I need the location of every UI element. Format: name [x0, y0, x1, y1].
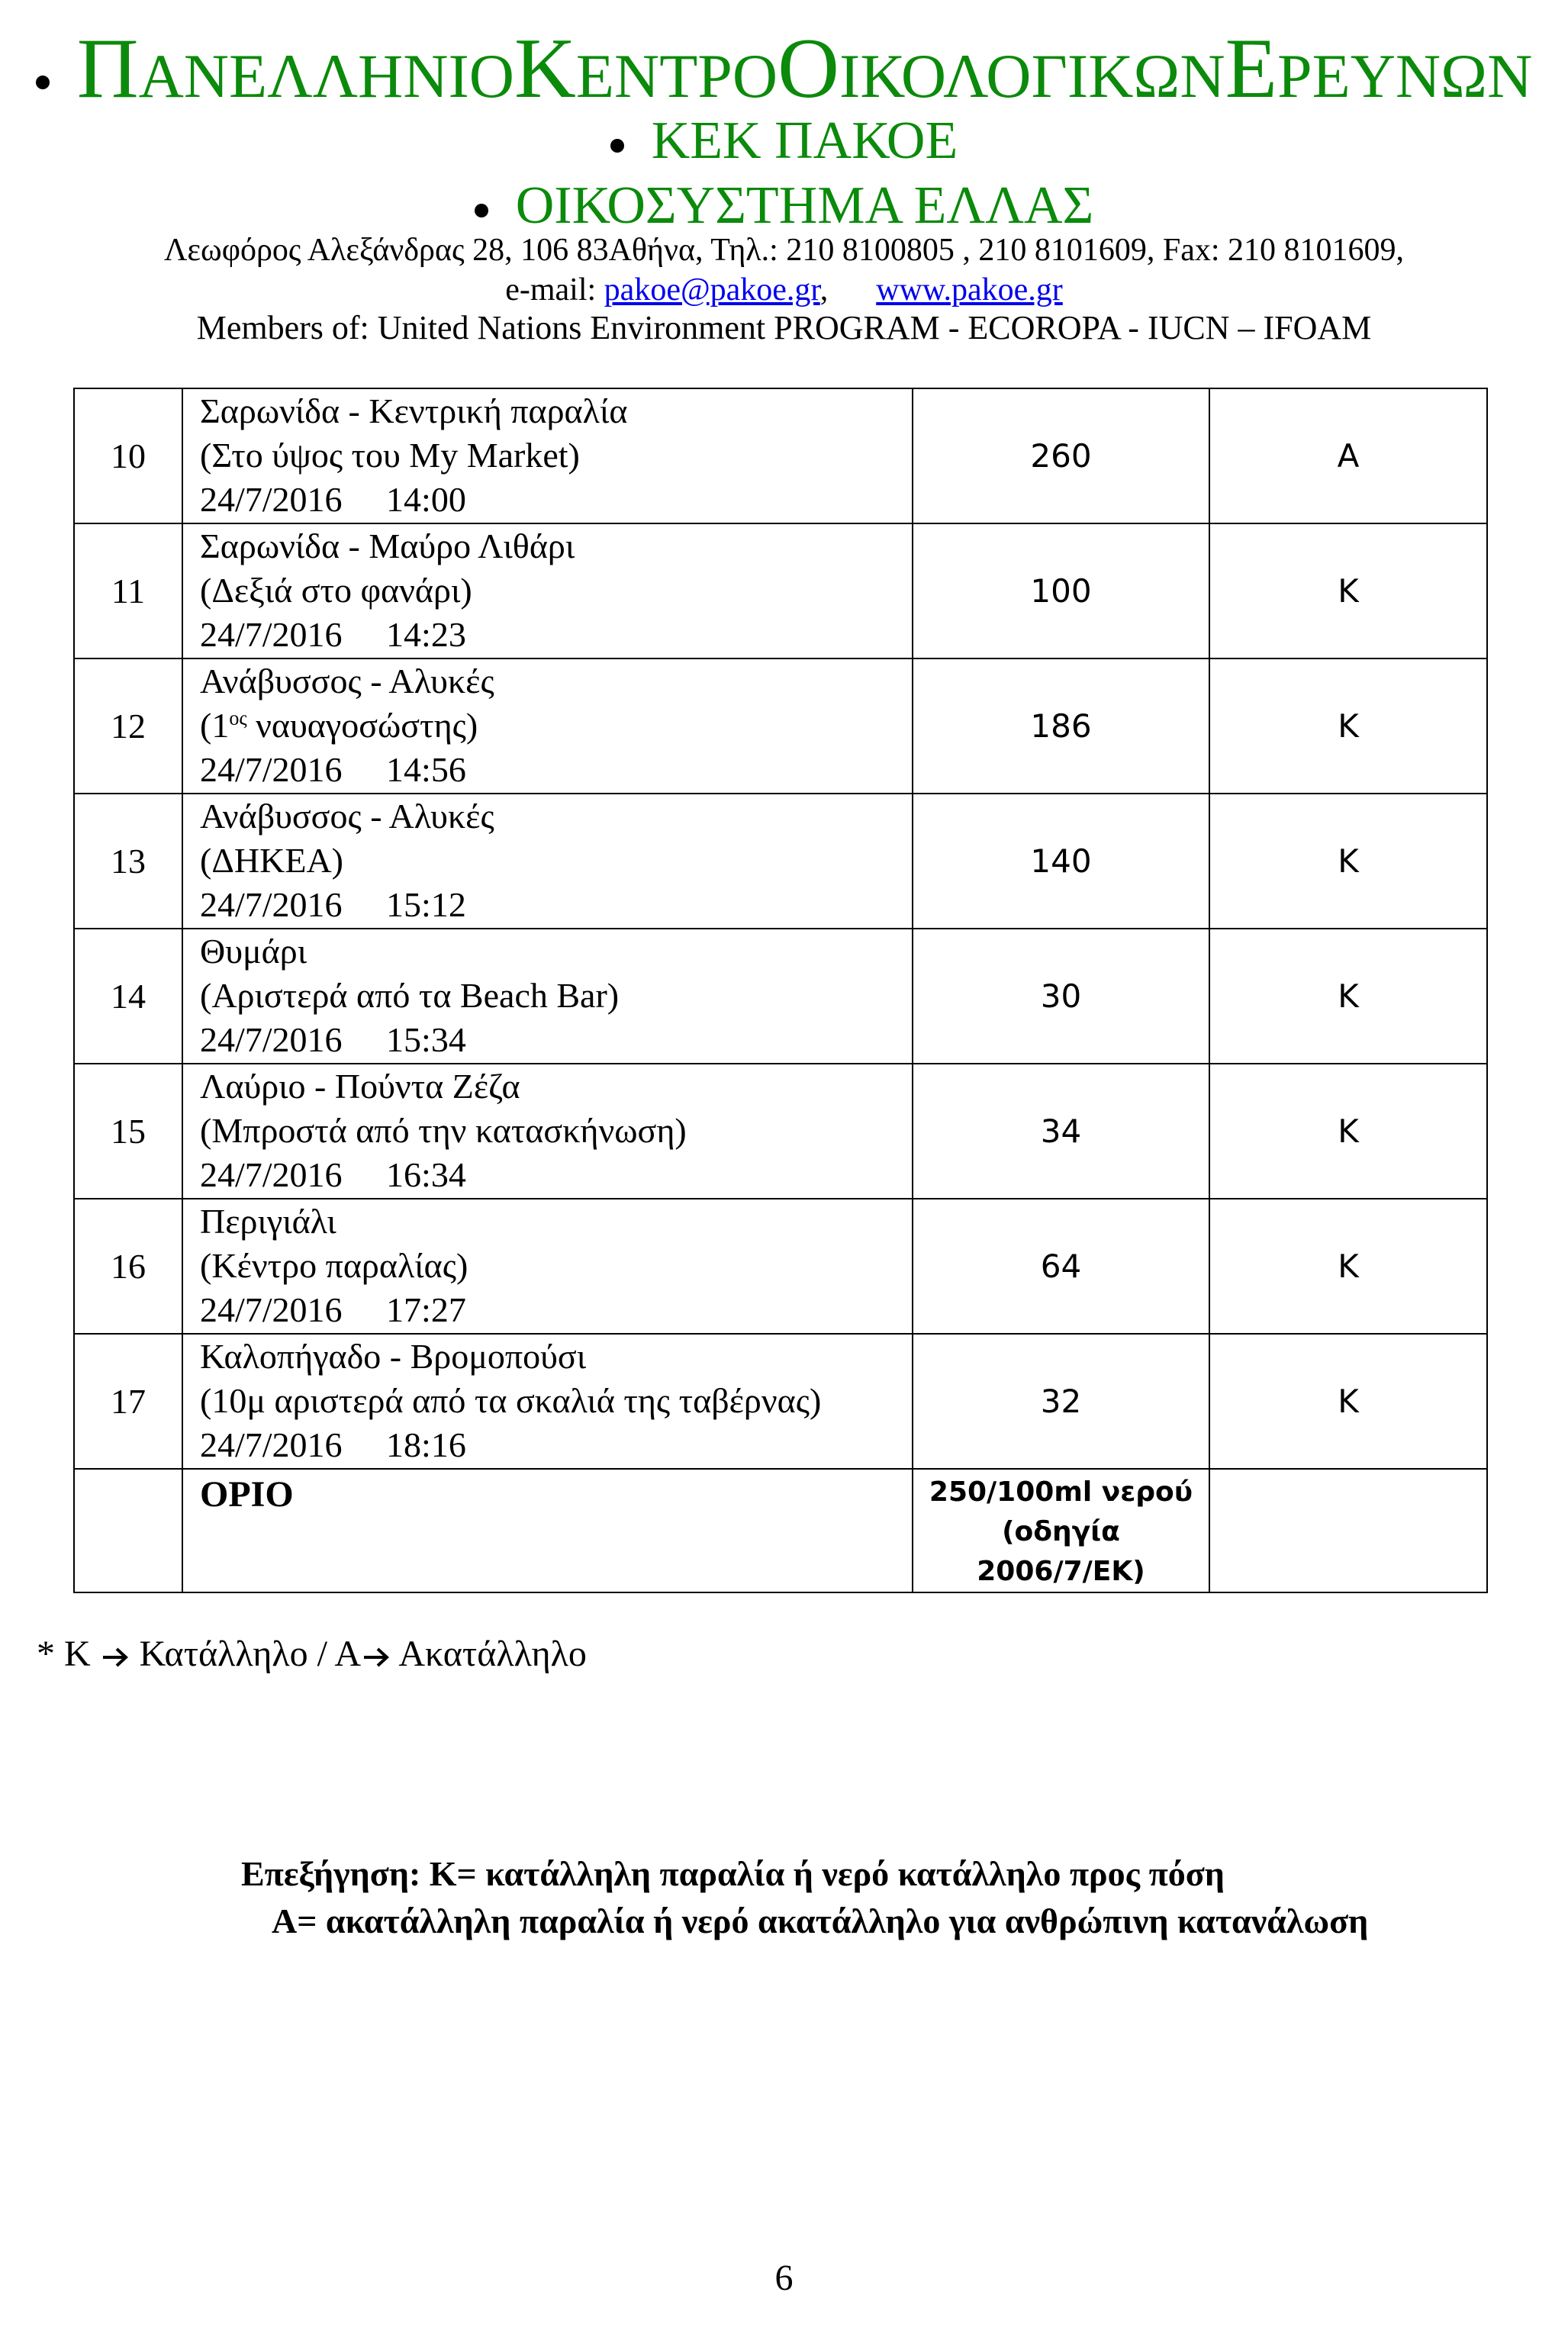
sample-datetime: 24/7/2016 14:23 — [200, 615, 466, 654]
sample-datetime: 24/7/2016 15:34 — [200, 1020, 466, 1059]
table-row — [74, 794, 1487, 929]
sample-datetime: 24/7/2016 15:12 — [200, 885, 466, 924]
measurement-value: 30 — [913, 929, 1209, 1064]
measurement-value: 260 — [913, 388, 1209, 523]
location-detail: (Αριστερά από τα Beach Bar) — [200, 976, 620, 1015]
location-name: Ανάβυσσος - Αλυκές — [200, 797, 494, 836]
suitability-class: Α — [1209, 388, 1487, 523]
location-name: Περιγιάλι — [200, 1202, 336, 1241]
org-title: ΠΑΝΕΛΛΗΝΙΟΚΕΝΤΡΟΟΙΚΟΛΟΓΙΚΩΝΕΡΕΥΝΩΝ — [0, 31, 1568, 114]
location-cell — [182, 929, 913, 1064]
sample-datetime: 24/7/2016 17:27 — [200, 1290, 466, 1329]
location-detail: (Στο ύψος του My Market) — [200, 436, 580, 475]
measurement-value: 186 — [913, 658, 1209, 794]
suitability-class: Κ — [1209, 523, 1487, 658]
sample-datetime: 24/7/2016 14:56 — [200, 750, 466, 789]
measurement-value: 100 — [913, 523, 1209, 658]
sample-datetime: 24/7/2016 16:34 — [200, 1155, 466, 1194]
address-line: Λεωφόρος Αλεξάνδρας 28, 106 83Αθήνα, Τηλ.: 210 8100805 , 210 8101609, Fax: 210 8101609, — [163, 233, 1405, 268]
row-number: 15 — [74, 1064, 182, 1199]
table-row — [74, 1199, 1487, 1334]
location-cell — [182, 1334, 913, 1469]
row-number: 10 — [74, 388, 182, 523]
location-cell — [182, 1064, 913, 1199]
location-cell — [182, 388, 913, 523]
limit-label-cell — [182, 1469, 913, 1592]
limit-empty-cell — [74, 1469, 182, 1592]
table-row — [74, 388, 1487, 523]
location-name: Ανάβυσσος - Αλυκές — [200, 662, 494, 700]
location-name: Καλοπήγαδο - Βρομοπούσι — [200, 1337, 587, 1376]
limit-directive: (οδηγία — [1002, 1516, 1120, 1547]
location-detail: (Κέντρο παραλίας) — [200, 1246, 468, 1285]
suitability-class: Κ — [1209, 794, 1487, 929]
right-arrow-icon — [361, 1646, 391, 1669]
row-number: 11 — [74, 523, 182, 658]
limit-directive-code: 2006/7/ΕΚ) — [977, 1556, 1145, 1587]
measurement-value: 34 — [913, 1064, 1209, 1199]
table-row — [74, 1334, 1487, 1469]
row-number: 13 — [74, 794, 182, 929]
location-detail: (Μπροστά από την κατασκήνωση) — [200, 1111, 687, 1150]
measurement-value: 140 — [913, 794, 1209, 929]
row-number: 17 — [74, 1334, 182, 1469]
members-line: Members of: United Nations Environment PROGRAM - ECOROPA - IUCN – IFOAM — [196, 309, 1372, 346]
website-link[interactable]: www.pakoe.gr — [876, 272, 1063, 308]
sample-datetime: 24/7/2016 14:00 — [200, 480, 466, 519]
location-detail: (10μ αριστερά από τα σκαλιά της ταβέρνας) — [200, 1381, 822, 1420]
location-name: Θυμάρι — [200, 932, 307, 971]
row-number: 14 — [74, 929, 182, 1064]
sample-datetime: 24/7/2016 18:16 — [200, 1425, 466, 1464]
location-cell — [182, 658, 913, 794]
location-cell — [182, 1199, 913, 1334]
location-name: Σαρωνίδα - Μαύρο Λιθάρι — [200, 526, 575, 565]
suitability-class: Κ — [1209, 658, 1487, 794]
limit-row — [74, 1469, 1487, 1592]
suitability-class: Κ — [1209, 929, 1487, 1064]
explanation-line-k: Επεξήγηση: Κ= κατάλληλη παραλία ή νερό κατάλληλο προς πόση — [241, 1854, 1225, 1893]
results-table — [73, 388, 1488, 1593]
location-detail: (ΔΗΚΕΑ) — [200, 841, 343, 880]
measurement-value: 32 — [913, 1334, 1209, 1469]
suitability-class: Κ — [1209, 1064, 1487, 1199]
email-link[interactable]: pakoe@pakoe.gr — [604, 272, 820, 308]
right-arrow-icon — [100, 1646, 130, 1669]
bullet-icon — [610, 139, 624, 153]
limit-value-cell — [913, 1469, 1209, 1592]
measurement-value: 64 — [913, 1199, 1209, 1334]
location-cell — [182, 794, 913, 929]
contact-line: e-mail: pakoe@pakoe.gr, www.pakoe.gr — [505, 272, 1063, 308]
table-row — [74, 929, 1487, 1064]
table-row — [74, 523, 1487, 658]
limit-value: 250/100ml νερού — [929, 1476, 1193, 1508]
bullet-icon — [36, 76, 50, 89]
page-number: 6 — [774, 2258, 794, 2298]
org-subtitle-kek: ΚΕΚ ΠΑΚΟΕ — [0, 107, 1568, 175]
row-number: 16 — [74, 1199, 182, 1334]
table-row — [74, 1064, 1487, 1199]
limit-empty-cell — [1209, 1469, 1487, 1592]
table-row — [74, 658, 1487, 794]
explanation-line-a: Α= ακατάλληλη παραλία ή νερό ακατάλληλο για ανθρώπινη κατανάλωση — [272, 1901, 1369, 1940]
legend: * Κ Κατάλληλο / Α Ακατάλληλο — [37, 1634, 587, 1674]
location-cell — [182, 523, 913, 658]
location-name: Λαύριο - Πούντα Ζέζα — [200, 1067, 520, 1106]
suitability-class: Κ — [1209, 1199, 1487, 1334]
suitability-class: Κ — [1209, 1334, 1487, 1469]
location-name: Σαρωνίδα - Κεντρική παραλία — [200, 391, 628, 430]
org-subtitle-ecosystem: ΟΙΚΟΣΥΣΤΗΜΑ ΕΛΛΑΣ — [0, 172, 1568, 240]
location-detail: ($1^{o\varsigma}$ ναυαγοσώστης) — [200, 706, 478, 745]
location-detail: (Δεξιά στο φανάρι) — [200, 571, 472, 610]
limit-label: ΟΡΙΟ — [200, 1474, 294, 1515]
bullet-icon — [475, 204, 488, 217]
row-number: 12 — [74, 658, 182, 794]
